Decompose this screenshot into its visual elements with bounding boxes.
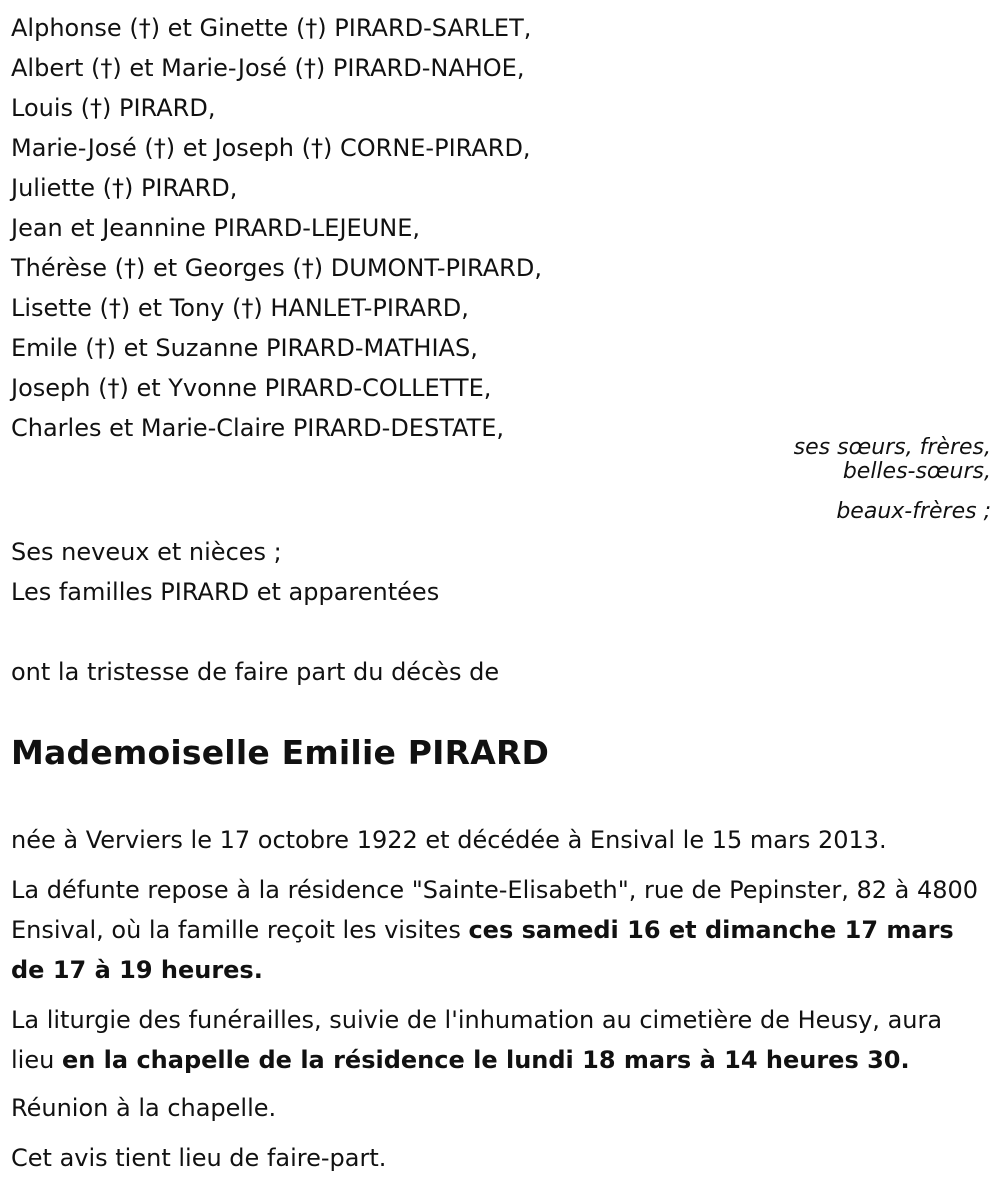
liturgy-paragraph <box>11 1000 991 1080</box>
family-line: Jean et Jeannine PIRARD-LEJEUNE, <box>11 214 421 242</box>
nephews-line: Ses neveux et nièces ; <box>11 538 282 566</box>
relationship-line-2: belles-sœurs, <box>842 459 991 484</box>
family-line: Emile (†) et Suzanne PIRARD-MATHIAS, <box>11 334 478 362</box>
rest-paragraph <box>11 870 991 990</box>
liturgy-text: La liturgie des funérailles, suivie de l'inhumation au cimetière de Heusy, aura lieu <box>11 1006 943 1074</box>
family-line: Lisette (†) et Tony (†) HANLET-PIRARD, <box>11 294 469 322</box>
deceased-name: Mademoiselle Emilie PIRARD <box>11 733 550 772</box>
visits-info: ces samedi 16 et dimanche 17 mars de 17 à 19 heures. <box>11 916 954 984</box>
family-line: Charles et Marie-Claire PIRARD-DESTATE, <box>11 414 504 442</box>
birth-death-line: née à Verviers le 17 octobre 1922 et décédée à Ensival le 15 mars 2013. <box>11 826 887 854</box>
rest-text: La défunte repose à la résidence "Sainte-Elisabeth", rue de Pepinster, 82 à 4800 Ensival, où la famille reçoit les visites <box>11 876 979 944</box>
family-line: Marie-José (†) et Joseph (†) CORNE-PIRARD, <box>11 134 531 162</box>
notice-line: Cet avis tient lieu de faire-part. <box>11 1144 387 1172</box>
relationship-line-3: beaux-frères ; <box>836 499 991 524</box>
family-list <box>11 8 991 448</box>
family-line: Joseph (†) et Yvonne PIRARD-COLLETTE, <box>11 374 492 402</box>
family-line: Thérèse (†) et Georges (†) DUMONT-PIRARD, <box>11 254 542 282</box>
family-line: Juliette (†) PIRARD, <box>11 174 238 202</box>
families-line: Les familles PIRARD et apparentées <box>11 578 440 606</box>
liturgy-info: en la chapelle de la résidence le lundi 18 mars à 14 heures 30. <box>61 1046 910 1074</box>
announcement-line: ont la tristesse de faire part du décès de <box>11 658 500 686</box>
meeting-line: Réunion à la chapelle. <box>11 1094 277 1122</box>
family-line: Louis (†) PIRARD, <box>11 94 216 122</box>
family-line: Alphonse (†) et Ginette (†) PIRARD-SARLET, <box>11 14 532 42</box>
family-line: Albert (†) et Marie-José (†) PIRARD-NAHOE, <box>11 54 525 82</box>
relationship-line-1: ses sœurs, frères, <box>793 435 991 460</box>
